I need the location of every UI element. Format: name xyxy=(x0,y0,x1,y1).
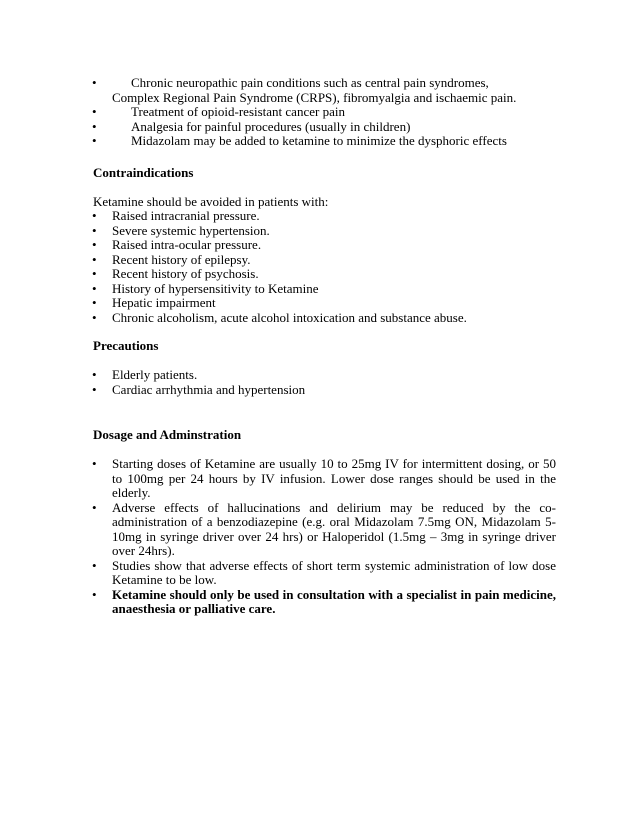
indications-list xyxy=(0,76,556,149)
list-item-text: Starting doses of Ketamine are usually 10 to 25mg IV for intermittent dosing, or 50 to 100mg per 24 hours by IV infusion. Lower dose ranges should be used in the elderly. xyxy=(112,456,556,500)
list-item-text: Raised intra-ocular pressure. xyxy=(112,237,262,252)
list-item-text: Analgesia for painful procedures (usually in children) xyxy=(131,118,411,134)
bullet-icon: • xyxy=(92,586,97,602)
bullet-icon: • xyxy=(92,251,97,267)
dosage-list xyxy=(0,457,556,617)
precautions-heading: Precautions xyxy=(93,338,159,353)
bullet-icon: • xyxy=(92,222,97,238)
list-item xyxy=(0,267,556,282)
list-item-text: Midazolam may be added to ketamine to minimize the dysphoric effects xyxy=(131,133,507,148)
list-item-text: Severe systemic hypertension. xyxy=(112,222,270,238)
bullet-icon: • xyxy=(92,557,97,573)
list-item-text: Hepatic impairment xyxy=(112,295,216,310)
list-item-text: Treatment of opioid-resistant cancer pain xyxy=(131,104,345,119)
list-item-text: Ketamine should only be used in consultation with a specialist in pain medicine, anaesthesia or palliative care. xyxy=(112,586,556,616)
list-item xyxy=(0,457,556,501)
dosage-heading: Dosage and Adminstration xyxy=(93,427,242,442)
list-item xyxy=(0,134,556,149)
list-item xyxy=(0,76,532,105)
bullet-icon: • xyxy=(92,133,97,148)
list-item-text: Cardiac arrhythmia and hypertension xyxy=(112,381,306,397)
bullet-icon: • xyxy=(92,280,97,296)
list-item-text: Chronic alcoholism, acute alcohol intoxication and substance abuse. xyxy=(112,309,467,325)
list-item-text: Studies show that adverse effects of short term systemic administration of low dose Ketamine to be low. xyxy=(112,557,556,587)
contraindications-list xyxy=(0,209,556,325)
bullet-icon: • xyxy=(92,75,97,90)
list-item xyxy=(0,238,556,253)
list-item-text: Recent history of epilepsy. xyxy=(112,251,251,267)
list-item-text: Chronic neuropathic pain conditions such as central pain syndromes, Complex Regional Pain Syndrome (CRPS), fibromyalgia and ischaemic pain. xyxy=(112,75,517,105)
bullet-icon: • xyxy=(92,367,97,382)
bullet-icon: • xyxy=(92,295,97,310)
list-item xyxy=(0,383,556,398)
list-item xyxy=(0,559,556,588)
list-item xyxy=(0,105,556,120)
list-item xyxy=(0,253,556,268)
contraindications-heading: Contraindications xyxy=(93,165,194,180)
list-item xyxy=(0,120,556,135)
list-item xyxy=(0,224,556,239)
bullet-icon: • xyxy=(92,104,97,119)
list-item xyxy=(0,209,556,224)
bullet-icon: • xyxy=(92,237,97,252)
bullet-icon: • xyxy=(92,381,97,397)
bullet-icon: • xyxy=(92,456,97,471)
list-item-text: Elderly patients. xyxy=(112,367,198,382)
bullet-icon: • xyxy=(92,309,97,325)
bullet-icon: • xyxy=(92,499,97,515)
bullet-icon: • xyxy=(92,266,97,281)
list-item-text: Raised intracranial pressure. xyxy=(112,208,260,223)
precautions-list xyxy=(0,368,556,397)
list-item-text: Adverse effects of hallucinations and delirium may be reduced by the co-administration of a benzodiazepine (e.g. oral Midazolam 7.5mg ON, Midazolam 5-10mg in syringe driver over 24 hrs) or Haloperidol (1.5mg – 3mg in syringe driver over 24hrs). xyxy=(112,499,556,558)
list-item-text: History of hypersensitivity to Ketamine xyxy=(112,280,319,296)
list-item xyxy=(0,311,556,326)
list-item xyxy=(0,501,556,559)
contraindications-intro: Ketamine should be avoided in patients with: xyxy=(93,194,329,209)
bullet-icon: • xyxy=(92,208,97,223)
list-item xyxy=(0,282,556,297)
list-item xyxy=(0,296,556,311)
list-item-text: Recent history of psychosis. xyxy=(112,266,259,281)
bullet-icon: • xyxy=(92,118,97,134)
list-item xyxy=(0,588,556,617)
list-item xyxy=(0,368,556,383)
